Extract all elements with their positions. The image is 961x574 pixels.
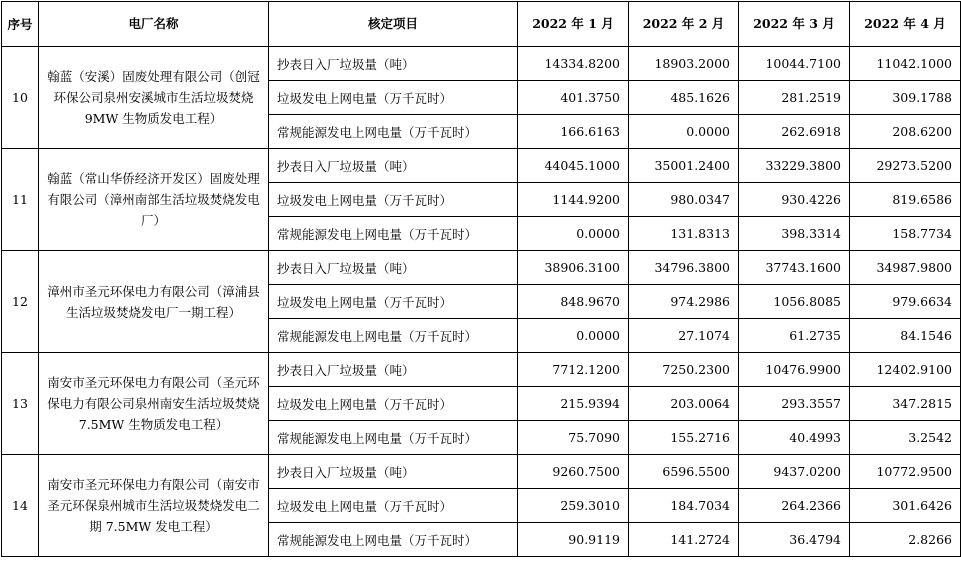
item-cell: 垃圾发电上网电量（万千瓦时） (269, 81, 518, 115)
table-row (2, 149, 961, 183)
value-cell: 7250.2300 (629, 353, 739, 387)
value-cell: 10044.7100 (739, 47, 850, 81)
item-cell: 抄表日入厂垃圾量（吨） (269, 455, 518, 489)
item-cell: 常规能源发电上网电量（万千瓦时） (269, 523, 518, 557)
seq-cell: 11 (2, 149, 39, 251)
item-cell: 垃圾发电上网电量（万千瓦时） (269, 387, 518, 421)
plant-name-cell: 漳州市圣元环保电力有限公司（漳浦县生活垃圾焚烧发电厂一期工程） (39, 251, 269, 353)
item-cell: 垃圾发电上网电量（万千瓦时） (269, 489, 518, 523)
value-cell: 1144.9200 (518, 183, 629, 217)
seq-cell: 13 (2, 353, 39, 455)
item-cell: 抄表日入厂垃圾量（吨） (269, 149, 518, 183)
value-cell: 401.3750 (518, 81, 629, 115)
header-row (2, 2, 961, 47)
value-cell: 34987.9800 (850, 251, 961, 285)
header-item: 核定项目 (269, 2, 518, 47)
header-month-1: 2022 年 1 月 (518, 2, 629, 47)
plant-name-cell: 翰蓝（安溪）固废处理有限公司（创冠环保公司泉州安溪城市生活垃圾焚烧 9MW 生物质发电工程） (39, 47, 269, 149)
item-cell: 抄表日入厂垃圾量（吨） (269, 353, 518, 387)
value-cell: 215.9394 (518, 387, 629, 421)
value-cell: 10772.9500 (850, 455, 961, 489)
value-cell: 293.3557 (739, 387, 850, 421)
value-cell: 29273.5200 (850, 149, 961, 183)
value-cell: 3.2542 (850, 421, 961, 455)
value-cell: 33229.3800 (739, 149, 850, 183)
item-cell: 常规能源发电上网电量（万千瓦时） (269, 217, 518, 251)
value-cell: 0.0000 (518, 217, 629, 251)
value-cell: 398.3314 (739, 217, 850, 251)
value-cell: 18903.2000 (629, 47, 739, 81)
seq-cell: 14 (2, 455, 39, 557)
value-cell: 27.1074 (629, 319, 739, 353)
value-cell: 7712.1200 (518, 353, 629, 387)
header-plant: 电厂名称 (39, 2, 269, 47)
item-cell: 垃圾发电上网电量（万千瓦时） (269, 183, 518, 217)
value-cell: 9260.7500 (518, 455, 629, 489)
item-cell: 抄表日入厂垃圾量（吨） (269, 251, 518, 285)
value-cell: 309.1788 (850, 81, 961, 115)
seq-cell: 10 (2, 47, 39, 149)
value-cell: 90.9119 (518, 523, 629, 557)
value-cell: 0.0000 (629, 115, 739, 149)
value-cell: 38906.3100 (518, 251, 629, 285)
value-cell: 155.2716 (629, 421, 739, 455)
value-cell: 0.0000 (518, 319, 629, 353)
value-cell: 262.6918 (739, 115, 850, 149)
header-seq: 序号 (2, 2, 39, 47)
value-cell: 347.2815 (850, 387, 961, 421)
value-cell: 14334.8200 (518, 47, 629, 81)
item-cell: 垃圾发电上网电量（万千瓦时） (269, 285, 518, 319)
value-cell: 40.4993 (739, 421, 850, 455)
value-cell: 980.0347 (629, 183, 739, 217)
value-cell: 848.9670 (518, 285, 629, 319)
value-cell: 44045.1000 (518, 149, 629, 183)
value-cell: 1056.8085 (739, 285, 850, 319)
item-cell: 常规能源发电上网电量（万千瓦时） (269, 115, 518, 149)
item-cell: 常规能源发电上网电量（万千瓦时） (269, 319, 518, 353)
value-cell: 141.2724 (629, 523, 739, 557)
value-cell: 264.2366 (739, 489, 850, 523)
value-cell: 974.2986 (629, 285, 739, 319)
value-cell: 61.2735 (739, 319, 850, 353)
value-cell: 203.0064 (629, 387, 739, 421)
value-cell: 84.1546 (850, 319, 961, 353)
item-cell: 常规能源发电上网电量（万千瓦时） (269, 421, 518, 455)
value-cell: 166.6163 (518, 115, 629, 149)
table-row (2, 251, 961, 285)
value-cell: 34796.3800 (629, 251, 739, 285)
value-cell: 259.3010 (518, 489, 629, 523)
table-row (2, 47, 961, 81)
value-cell: 12402.9100 (850, 353, 961, 387)
value-cell: 75.7090 (518, 421, 629, 455)
plant-name-cell: 南安市圣元环保电力有限公司（南安市圣元环保泉州城市生活垃圾焚烧发电二期 7.5MW 发电工程） (39, 455, 269, 557)
seq-cell: 12 (2, 251, 39, 353)
header-month-3: 2022 年 3 月 (739, 2, 850, 47)
value-cell: 301.6426 (850, 489, 961, 523)
header-month-4: 2022 年 4 月 (850, 2, 961, 47)
value-cell: 819.6586 (850, 183, 961, 217)
value-cell: 485.1626 (629, 81, 739, 115)
value-cell: 2.8266 (850, 523, 961, 557)
power-plant-table (1, 1, 961, 557)
header-month-2: 2022 年 2 月 (629, 2, 739, 47)
value-cell: 9437.0200 (739, 455, 850, 489)
value-cell: 10476.9900 (739, 353, 850, 387)
value-cell: 36.4794 (739, 523, 850, 557)
table-row (2, 455, 961, 489)
value-cell: 131.8313 (629, 217, 739, 251)
value-cell: 11042.1000 (850, 47, 961, 81)
plant-name-cell: 南安市圣元环保电力有限公司（圣元环保电力有限公司泉州南安生活垃圾焚烧 7.5MW 生物质发电工程） (39, 353, 269, 455)
value-cell: 35001.2400 (629, 149, 739, 183)
value-cell: 6596.5500 (629, 455, 739, 489)
value-cell: 930.4226 (739, 183, 850, 217)
value-cell: 158.7734 (850, 217, 961, 251)
table-row (2, 353, 961, 387)
value-cell: 281.2519 (739, 81, 850, 115)
plant-name-cell: 翰蓝（常山华侨经济开发区）固废处理有限公司（漳州南部生活垃圾焚烧发电厂） (39, 149, 269, 251)
value-cell: 208.6200 (850, 115, 961, 149)
value-cell: 979.6634 (850, 285, 961, 319)
value-cell: 37743.1600 (739, 251, 850, 285)
item-cell: 抄表日入厂垃圾量（吨） (269, 47, 518, 81)
value-cell: 184.7034 (629, 489, 739, 523)
